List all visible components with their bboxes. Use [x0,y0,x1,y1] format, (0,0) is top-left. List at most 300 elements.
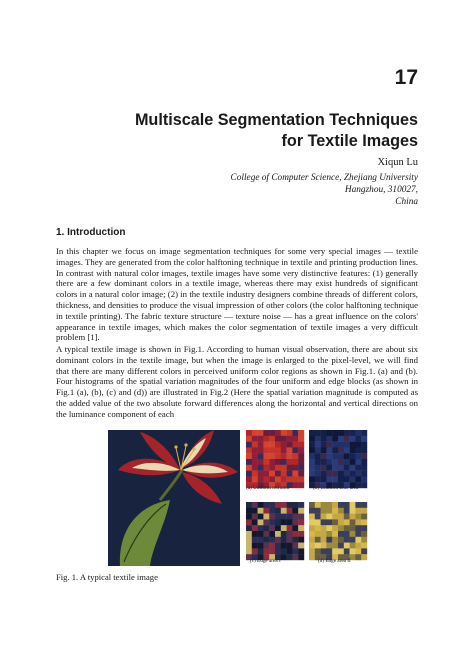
panel-a [246,430,304,488]
panel-pixel [309,465,315,471]
panel-pixel [246,436,252,442]
panel-pixel [258,476,264,482]
panel-pixel [350,442,356,448]
panel-pixel [287,519,293,525]
panel-pixel [350,525,356,531]
panel-pixel [361,525,367,531]
chapter-title-line-2: for Textile Images [281,132,418,150]
panel-pixel [246,543,252,549]
panel-pixel [252,453,258,459]
panel-pixel [275,453,281,459]
panel-pixel [269,471,275,477]
panel-pixel [344,537,350,543]
panel-pixel [298,502,304,508]
panel-pixel [321,502,327,508]
panel-pixel [361,482,367,488]
panel-pixel [338,537,344,543]
author-name: Xiqun Lu [377,157,418,168]
panel-pixel [355,436,361,442]
intro-paragraph-1: In this chapter we focus on image segmentation techniques for some very special images — textile images. They are generated from the color halftoning technique in textile and printing production lines. In contrast with natural color images, textile images have some very distinctive features: (1) generally there are a few dominant colors in a textile image, whereas there may exist hundreds of significant colors in a natural color image; (2) in the textile industry designers combine threads of different colors, thickness, and densities to produce the visual impression of other colors (the color halftoning technique in textile printing). The fabric texture structure — texture noise — has a great influence on the colors' appearance in textile images, which makes the color segmentation of textile images a very difficult problem [1]. [56,246,418,343]
panel-d [309,502,367,560]
panel-pixel [361,514,367,520]
panel-pixel [287,459,293,465]
panel-pixel [275,476,281,482]
panel-pixel [258,548,264,554]
panel-pixel [246,430,252,436]
panel-pixel [338,471,344,477]
panel-pixel [269,476,275,482]
panel-pixel [298,537,304,543]
panel-pixel [258,471,264,477]
panel-pixel [292,471,298,477]
panel-pixel [315,471,321,477]
panel-pixel [246,447,252,453]
panel-pixel [287,442,293,448]
panel-pixel [315,453,321,459]
panel-pixel [338,531,344,537]
panel-pixel [263,508,269,514]
panel-pixel [338,543,344,549]
panel-pixel [298,482,304,488]
panel-pixel [287,476,293,482]
panel-pixel [263,471,269,477]
panel-pixel [275,537,281,543]
panel-pixel [326,453,332,459]
panel-pixel [287,531,293,537]
panel-pixel [246,442,252,448]
panel-pixel [326,514,332,520]
panel-pixel [338,465,344,471]
panel-pixel [361,447,367,453]
panel-pixel [361,430,367,436]
panel-pixel [332,525,338,531]
panel-pixel [338,442,344,448]
panel-pixel [332,476,338,482]
panel-pixel [258,543,264,549]
panel-pixel [298,525,304,531]
panel-pixel [258,514,264,520]
panel-pixel [269,453,275,459]
panel-pixel [263,465,269,471]
panel-pixel [281,537,287,543]
panel-pixel [298,453,304,459]
panel-pixel [332,436,338,442]
panel-pixel [275,508,281,514]
panel-pixel [326,502,332,508]
panel-pixel [287,502,293,508]
panel-pixel [298,430,304,436]
panel-pixel [326,442,332,448]
panel-pixel [355,453,361,459]
panel-pixel [258,537,264,543]
chapter-number: 17 [394,66,418,89]
panel-pixel [315,430,321,436]
panel-pixel [292,543,298,549]
panel-pixel [315,508,321,514]
panel-pixel [281,543,287,549]
panel-pixel [350,453,356,459]
panel-pixel [355,525,361,531]
panel-pixel [338,548,344,554]
panel-pixel [361,476,367,482]
panel-pixel [275,430,281,436]
panel-pixel [315,459,321,465]
panel-label-a: (a) Uniform red area [246,485,289,491]
panel-pixel [309,476,315,482]
panel-pixel [269,430,275,436]
panel-pixel [309,519,315,525]
textile-image [108,430,240,566]
panel-pixel [252,525,258,531]
panel-pixel [361,531,367,537]
panel-pixel [292,514,298,520]
panel-pixel [269,436,275,442]
panel-pixel [344,543,350,549]
panel-pixel [309,548,315,554]
panel-pixel [281,554,287,560]
panel-pixel [275,543,281,549]
panel-pixel [275,548,281,554]
panel-pixel [287,430,293,436]
panel-pixel [298,508,304,514]
panel-pixel [252,514,258,520]
panel-pixel [309,447,315,453]
panel-pixel [281,508,287,514]
panel-pixel [246,514,252,520]
panel-pixel [338,476,344,482]
panel-pixel [344,442,350,448]
panel-pixel [298,436,304,442]
anther-1 [174,445,177,448]
panel-pixel [350,436,356,442]
panel-pixel [332,447,338,453]
panel-pixel [281,519,287,525]
panel-pixel [298,476,304,482]
panel-pixel [326,525,332,531]
panel-pixel [355,430,361,436]
panel-pixel [344,519,350,525]
panel-pixel [309,459,315,465]
panel-pixel [292,436,298,442]
panel-pixel [350,519,356,525]
panel-pixel [355,548,361,554]
panel-pixel [344,430,350,436]
intro-paragraph-2: A typical textile image is shown in Fig.1. According to human visual observation, there are about six dominant colors in the textile image, but when the image is enlarged to the pixel-level, we will find that there are many different colors in perceived uniform color regions as shown in Fig.1. (a) and (b). Four histograms of the spatial variation magnitudes of the four uniform and edge blocks (as shown in Fig.1 (a), (b), (c) and (d)) are illustrated in Fig.2 (Here the spatial variation magnitude is computed as the added value of the two absolute forward differences along the horizontal and vertical directions on the luminance component of each [56,344,418,419]
panel-pixel [321,514,327,520]
panel-pixel [344,508,350,514]
panel-pixel [332,548,338,554]
panel-pixel [246,465,252,471]
panel-pixel [269,502,275,508]
panel-pixel [326,531,332,537]
panel-pixel [355,531,361,537]
panel-pixel [309,514,315,520]
panel-pixel [344,471,350,477]
panel-pixel [246,459,252,465]
panel-pixel [269,543,275,549]
panel-pixel [269,442,275,448]
panel-pixel [246,519,252,525]
affiliation-line-1: College of Computer Science, Zhejiang University [230,173,418,183]
panel-pixel [287,514,293,520]
panel-pixel [355,554,361,560]
panel-pixel [338,525,344,531]
panel-pixel [315,436,321,442]
panel-pixel [326,430,332,436]
panel-pixel [332,453,338,459]
panel-pixel [309,554,315,560]
panel-pixel [321,476,327,482]
panel-pixel [298,554,304,560]
panel-pixel [315,442,321,448]
panel-pixel [263,519,269,525]
panel-pixel [281,442,287,448]
panel-pixel [281,514,287,520]
panel-pixel [309,436,315,442]
panel-pixel [292,508,298,514]
panel-pixel [292,525,298,531]
panel-pixel [298,514,304,520]
panel-pixel [258,502,264,508]
panel-pixel [246,508,252,514]
panel-pixel [361,519,367,525]
panel-pixel [332,442,338,448]
panel-pixel [355,465,361,471]
panel-pixel [321,531,327,537]
panel-pixel [326,471,332,477]
panel-pixel [309,471,315,477]
panel-pixel [263,436,269,442]
panel-pixel [361,543,367,549]
panel-pixel [350,430,356,436]
panel-pixel [258,519,264,525]
panel-pixel [287,525,293,531]
panel-pixel [281,465,287,471]
panel-pixel [269,465,275,471]
panel-pixel [332,543,338,549]
panel-pixel [355,537,361,543]
panel-pixel [281,471,287,477]
panel-pixel [315,548,321,554]
panel-pixel [292,554,298,560]
panel-pixel [344,502,350,508]
panel-pixel [246,548,252,554]
panel-pixel [275,471,281,477]
panel-pixel [332,430,338,436]
panel-pixel [309,430,315,436]
panel-pixel [355,508,361,514]
panel-pixel [298,442,304,448]
panel-pixel [298,519,304,525]
panel-pixel [350,531,356,537]
panel-pixel [361,459,367,465]
panel-pixel [263,502,269,508]
panel-pixel [350,447,356,453]
panel-pixel [258,465,264,471]
panel-pixel [309,453,315,459]
figure-caption: Fig. 1. A typical textile image [56,572,158,582]
panel-pixel [287,537,293,543]
panel-pixel [355,543,361,549]
panel-pixel [338,459,344,465]
panel-pixel [292,476,298,482]
panel-pixel [326,548,332,554]
panel-pixel [338,502,344,508]
panel-pixel [361,502,367,508]
panel-pixel [315,525,321,531]
panel-pixel [263,531,269,537]
panel-pixel [344,436,350,442]
panel-pixel [332,519,338,525]
panel-c [246,502,304,560]
panel-pixel [252,543,258,549]
panel-pixel [315,465,321,471]
panel-pixel [332,465,338,471]
panel-pixel [281,531,287,537]
panel-pixel [309,531,315,537]
panel-pixel [326,508,332,514]
panel-pixel [344,548,350,554]
panel-pixel [326,459,332,465]
panel-pixel [287,548,293,554]
panel-pixel [350,543,356,549]
panel-pixel [275,459,281,465]
panel-pixel [332,531,338,537]
panel-pixel [263,442,269,448]
panel-pixel [332,471,338,477]
panel-pixel [252,442,258,448]
panel-pixel [361,471,367,477]
panel-pixel [321,525,327,531]
panel-pixel [292,502,298,508]
panel-pixel [252,476,258,482]
panel-pixel [258,525,264,531]
panel-pixel [361,537,367,543]
panel-pixel [321,465,327,471]
panel-pixel [350,465,356,471]
panel-pixel [321,537,327,543]
panel-pixel [361,548,367,554]
section-heading: 1. Introduction [56,227,126,238]
panel-pixel [344,514,350,520]
panel-pixel [269,459,275,465]
panel-pixel [258,531,264,537]
panel-pixel [263,514,269,520]
panel-pixel [281,447,287,453]
panel-pixel [298,447,304,453]
panel-pixel [350,537,356,543]
panel-pixel [263,459,269,465]
panel-label-d: (d) Edge area II [318,558,351,564]
panel-pixel [252,471,258,477]
panel-pixel [269,548,275,554]
panel-pixel [326,476,332,482]
panel-pixel [258,508,264,514]
panel-pixel [309,442,315,448]
panel-pixel [258,453,264,459]
panel-pixel [344,453,350,459]
panel-pixel [309,543,315,549]
anther-3 [192,447,195,450]
panel-pixel [292,442,298,448]
panel-pixel [344,531,350,537]
panel-pixel [361,508,367,514]
panel-pixel [263,525,269,531]
panel-pixel [246,471,252,477]
panel-pixel [326,543,332,549]
panel-pixel [338,453,344,459]
panel-pixel [321,519,327,525]
panel-pixel [298,531,304,537]
panel-pixel [275,436,281,442]
panel-pixel [321,447,327,453]
panel-pixel [246,537,252,543]
panel-pixel [275,519,281,525]
panel-pixel [315,519,321,525]
panel-pixel [292,447,298,453]
panel-pixel [269,519,275,525]
panel-pixel [275,531,281,537]
panel-pixel [263,543,269,549]
panel-pixel [344,459,350,465]
panel-pixel [275,525,281,531]
panel-pixel [355,519,361,525]
panel-pixel [350,459,356,465]
panel-pixel [315,537,321,543]
panel-pixel [355,502,361,508]
panel-pixel [332,537,338,543]
panel-pixel [350,476,356,482]
panel-pixel [246,476,252,482]
panel-pixel [252,447,258,453]
panel-pixel [332,459,338,465]
panel-pixel [287,543,293,549]
panel-pixel [315,514,321,520]
panel-pixel [361,465,367,471]
panel-pixel [321,430,327,436]
panel-pixel [350,514,356,520]
panel-pixel [321,442,327,448]
panel-pixel [309,502,315,508]
panel-pixel [258,442,264,448]
panel-pixel [350,548,356,554]
panel-pixel [326,537,332,543]
panel-pixel [292,519,298,525]
panel-pixel [269,508,275,514]
panel-pixel [326,436,332,442]
panel-pixel [258,436,264,442]
panel-pixel [263,537,269,543]
panel-pixel [287,453,293,459]
anther-2 [184,443,187,446]
panel-pixel [252,459,258,465]
panel-pixel [287,447,293,453]
panel-pixel [246,502,252,508]
panel-pixel [321,436,327,442]
panel-pixel [315,502,321,508]
panel-pixel [350,502,356,508]
panel-label-b: (b) Uniform blue area [313,485,359,491]
panel-pixel [355,514,361,520]
panel-pixel [292,430,298,436]
panel-pixel [292,537,298,543]
affiliation-line-2: Hangzhou, 310027, [344,185,418,195]
panel-pixel [263,453,269,459]
panel-pixel [355,447,361,453]
panel-pixel [269,531,275,537]
panel-pixel [292,453,298,459]
panel-pixel [309,537,315,543]
